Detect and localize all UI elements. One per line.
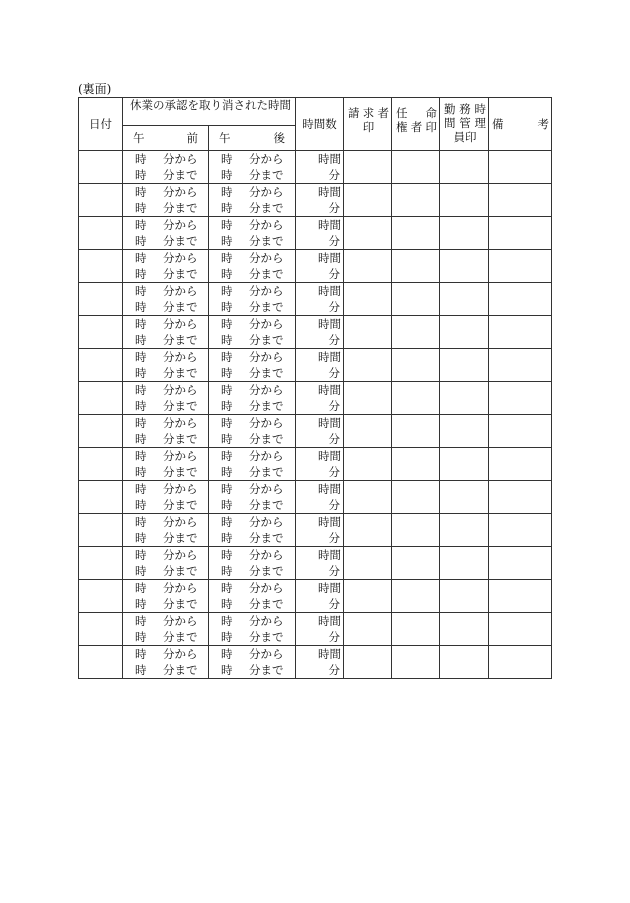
pm-period-cell[interactable]: 時 分から 時 分まで (209, 283, 296, 316)
date-cell[interactable] (79, 514, 123, 547)
date-cell[interactable] (79, 316, 123, 349)
requester-seal-cell[interactable] (344, 349, 392, 382)
manager-seal-cell[interactable] (440, 316, 489, 349)
manager-seal-cell[interactable] (440, 415, 489, 448)
date-cell[interactable] (79, 481, 123, 514)
table-row (79, 283, 552, 316)
hours-cell[interactable]: 時間 分 (296, 283, 344, 316)
am-period-cell[interactable]: 時 分から 時 分まで (123, 382, 209, 415)
am-period-cell[interactable]: 時 分から 時 分まで (123, 217, 209, 250)
leave-cancellation-table (78, 97, 552, 679)
table-row (79, 448, 552, 481)
page-caption: (裏面) (78, 82, 112, 96)
appointer-seal-cell[interactable] (392, 184, 440, 217)
requester-seal-cell[interactable] (344, 316, 392, 349)
am-period-cell[interactable]: 時 分から 時 分まで (123, 184, 209, 217)
date-cell[interactable] (79, 349, 123, 382)
date-cell[interactable] (79, 580, 123, 613)
pm-period-cell[interactable]: 時 分から 時 分まで (209, 613, 296, 646)
am-period-cell[interactable]: 時 分から 時 分まで (123, 448, 209, 481)
requester-seal-cell[interactable] (344, 382, 392, 415)
hours-cell[interactable]: 時間 分 (296, 316, 344, 349)
hours-cell[interactable]: 時間 分 (296, 580, 344, 613)
am-period-cell[interactable]: 時 分から 時 分まで (123, 481, 209, 514)
hours-cell[interactable]: 時間 分 (296, 184, 344, 217)
remarks-cell[interactable] (489, 580, 552, 613)
hours-cell[interactable]: 時間 分 (296, 448, 344, 481)
remarks-cell[interactable] (489, 448, 552, 481)
remarks-cell[interactable] (489, 283, 552, 316)
requester-seal-cell[interactable] (344, 217, 392, 250)
remarks-cell[interactable] (489, 151, 552, 184)
hours-cell[interactable]: 時間 分 (296, 151, 344, 184)
appointer-seal-cell[interactable] (392, 217, 440, 250)
am-period-cell[interactable]: 時 分から 時 分まで (123, 151, 209, 184)
requester-seal-cell[interactable] (344, 151, 392, 184)
table-row (79, 415, 552, 448)
date-cell[interactable] (79, 646, 123, 679)
hours-cell[interactable]: 時間 分 (296, 514, 344, 547)
pm-period-cell[interactable]: 時 分から 時 分まで (209, 250, 296, 283)
manager-seal-cell[interactable] (440, 547, 489, 580)
pm-period-cell[interactable]: 時 分から 時 分まで (209, 151, 296, 184)
manager-seal-cell[interactable] (440, 283, 489, 316)
requester-seal-cell[interactable] (344, 250, 392, 283)
header-remarks: 備 考 (489, 98, 552, 151)
appointer-seal-cell[interactable] (392, 481, 440, 514)
remarks-cell[interactable] (489, 415, 552, 448)
table-row (79, 613, 552, 646)
am-period-cell[interactable]: 時 分から 時 分まで (123, 613, 209, 646)
table-row (79, 646, 552, 679)
date-cell[interactable] (79, 283, 123, 316)
manager-seal-cell[interactable] (440, 349, 489, 382)
requester-seal-cell[interactable] (344, 283, 392, 316)
appointer-seal-cell[interactable] (392, 580, 440, 613)
requester-seal-cell[interactable] (344, 448, 392, 481)
remarks-cell[interactable] (489, 481, 552, 514)
am-period-cell[interactable]: 時 分から 時 分まで (123, 316, 209, 349)
table-row (79, 382, 552, 415)
requester-seal-cell[interactable] (344, 184, 392, 217)
table-row (79, 151, 552, 184)
header-appointer-seal: 任 命 権 者 印 (392, 98, 440, 151)
requester-seal-cell[interactable] (344, 514, 392, 547)
appointer-seal-cell[interactable] (392, 283, 440, 316)
hours-cell[interactable]: 時間 分 (296, 250, 344, 283)
hours-cell[interactable]: 時間 分 (296, 613, 344, 646)
hours-cell[interactable]: 時間 分 (296, 646, 344, 679)
pm-period-cell[interactable]: 時 分から 時 分まで (209, 316, 296, 349)
am-period-cell[interactable]: 時 分から 時 分まで (123, 349, 209, 382)
remarks-cell[interactable] (489, 514, 552, 547)
pm-period-cell[interactable]: 時 分から 時 分まで (209, 481, 296, 514)
appointer-seal-cell[interactable] (392, 349, 440, 382)
header-date: 日付 (79, 98, 123, 151)
requester-seal-cell[interactable] (344, 481, 392, 514)
table-row (79, 217, 552, 250)
pm-period-cell[interactable]: 時 分から 時 分まで (209, 415, 296, 448)
date-cell[interactable] (79, 382, 123, 415)
date-cell[interactable] (79, 547, 123, 580)
table-row (79, 250, 552, 283)
appointer-seal-cell[interactable] (392, 448, 440, 481)
remarks-cell[interactable] (489, 613, 552, 646)
hours-cell[interactable]: 時間 分 (296, 415, 344, 448)
pm-period-cell[interactable]: 時 分から 時 分まで (209, 580, 296, 613)
manager-seal-cell[interactable] (440, 646, 489, 679)
am-period-cell[interactable]: 時 分から 時 分まで (123, 580, 209, 613)
table-row (79, 349, 552, 382)
hours-cell[interactable]: 時間 分 (296, 547, 344, 580)
appointer-seal-cell[interactable] (392, 514, 440, 547)
appointer-seal-cell[interactable] (392, 250, 440, 283)
manager-seal-cell[interactable] (440, 514, 489, 547)
appointer-seal-cell[interactable] (392, 613, 440, 646)
table-row (79, 580, 552, 613)
header-cancelled-span: 休業の承認を取り消された時間 (123, 98, 296, 126)
hours-cell[interactable]: 時間 分 (296, 382, 344, 415)
appointer-seal-cell[interactable] (392, 547, 440, 580)
date-cell[interactable] (79, 184, 123, 217)
date-cell[interactable] (79, 250, 123, 283)
remarks-cell[interactable] (489, 349, 552, 382)
table-row (79, 316, 552, 349)
header-hours: 時間数 (296, 98, 344, 151)
pm-period-cell[interactable]: 時 分から 時 分まで (209, 448, 296, 481)
header-manager-seal: 勤 務 時 間 管 理 員印 (440, 98, 489, 151)
pm-period-cell[interactable]: 時 分から 時 分まで (209, 646, 296, 679)
appointer-seal-cell[interactable] (392, 151, 440, 184)
date-cell[interactable] (79, 415, 123, 448)
table-row (79, 547, 552, 580)
date-cell[interactable] (79, 613, 123, 646)
am-period-cell[interactable]: 時 分から 時 分まで (123, 646, 209, 679)
remarks-cell[interactable] (489, 217, 552, 250)
remarks-cell[interactable] (489, 547, 552, 580)
table-row (79, 184, 552, 217)
requester-seal-cell[interactable] (344, 415, 392, 448)
requester-seal-cell[interactable] (344, 613, 392, 646)
header-am: 午 前 (123, 126, 209, 151)
remarks-cell[interactable] (489, 250, 552, 283)
pm-period-cell[interactable]: 時 分から 時 分まで (209, 547, 296, 580)
appointer-seal-cell[interactable] (392, 415, 440, 448)
manager-seal-cell[interactable] (440, 217, 489, 250)
manager-seal-cell[interactable] (440, 481, 489, 514)
pm-period-cell[interactable]: 時 分から 時 分まで (209, 514, 296, 547)
manager-seal-cell[interactable] (440, 250, 489, 283)
hours-cell[interactable]: 時間 分 (296, 349, 344, 382)
requester-seal-cell[interactable] (344, 547, 392, 580)
requester-seal-cell[interactable] (344, 646, 392, 679)
remarks-cell[interactable] (489, 316, 552, 349)
pm-period-cell[interactable]: 時 分から 時 分まで (209, 217, 296, 250)
date-cell[interactable] (79, 151, 123, 184)
manager-seal-cell[interactable] (440, 382, 489, 415)
date-cell[interactable] (79, 448, 123, 481)
hours-cell[interactable]: 時間 分 (296, 217, 344, 250)
table-row (79, 481, 552, 514)
appointer-seal-cell[interactable] (392, 646, 440, 679)
remarks-cell[interactable] (489, 184, 552, 217)
remarks-cell[interactable] (489, 646, 552, 679)
pm-period-cell[interactable]: 時 分から 時 分まで (209, 349, 296, 382)
date-cell[interactable] (79, 217, 123, 250)
appointer-seal-cell[interactable] (392, 316, 440, 349)
pm-period-cell[interactable]: 時 分から 時 分まで (209, 382, 296, 415)
appointer-seal-cell[interactable] (392, 382, 440, 415)
header-pm: 午 後 (209, 126, 296, 151)
manager-seal-cell[interactable] (440, 580, 489, 613)
requester-seal-cell[interactable] (344, 580, 392, 613)
remarks-cell[interactable] (489, 382, 552, 415)
manager-seal-cell[interactable] (440, 613, 489, 646)
am-period-cell[interactable]: 時 分から 時 分まで (123, 283, 209, 316)
am-period-cell[interactable]: 時 分から 時 分まで (123, 514, 209, 547)
manager-seal-cell[interactable] (440, 184, 489, 217)
manager-seal-cell[interactable] (440, 448, 489, 481)
am-period-cell[interactable]: 時 分から 時 分まで (123, 250, 209, 283)
am-period-cell[interactable]: 時 分から 時 分まで (123, 547, 209, 580)
header-requester-seal: 請 求 者 印 (344, 98, 392, 151)
hours-cell[interactable]: 時間 分 (296, 481, 344, 514)
am-period-cell[interactable]: 時 分から 時 分まで (123, 415, 209, 448)
table-row (79, 514, 552, 547)
manager-seal-cell[interactable] (440, 151, 489, 184)
pm-period-cell[interactable]: 時 分から 時 分まで (209, 184, 296, 217)
